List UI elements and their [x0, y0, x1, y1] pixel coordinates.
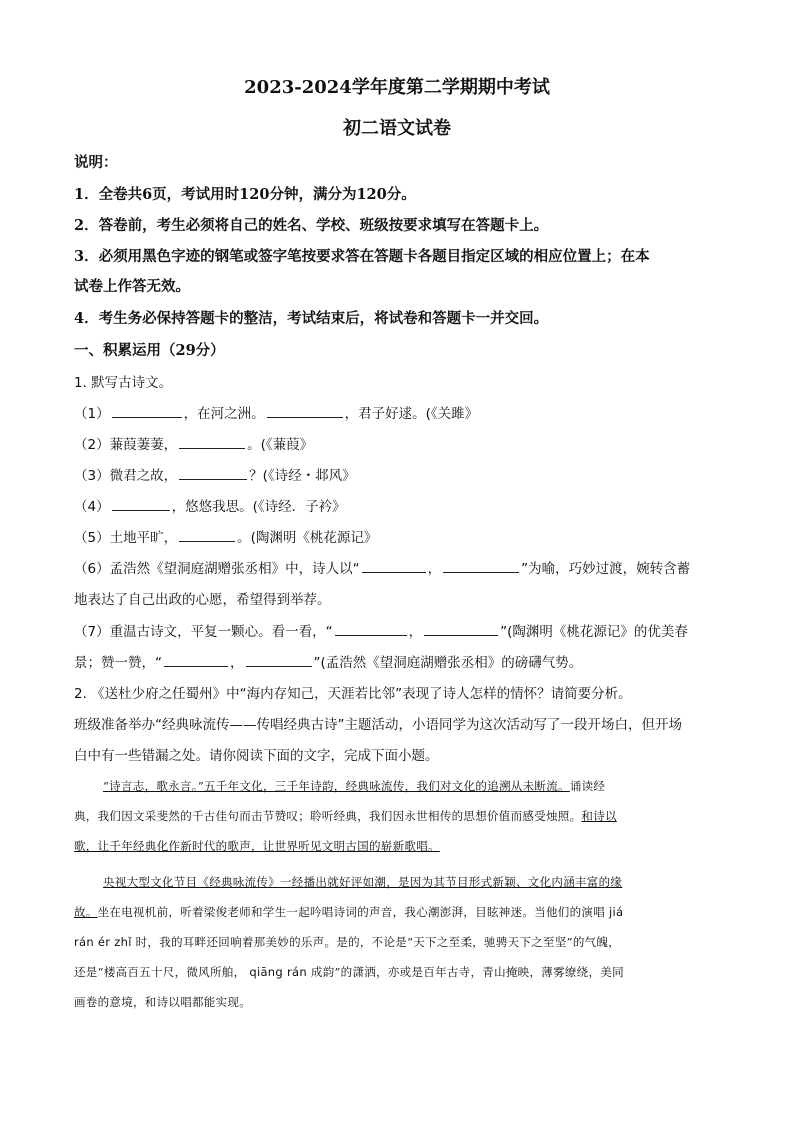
- part-text: ，君子好逑。(《关雎》: [344, 406, 479, 422]
- instruction-item-2: 2．答卷前，考生必须将自己的姓名、学校、班级按要求填写在答题卡上。: [74, 217, 549, 234]
- part-text: ，: [408, 624, 423, 640]
- answer-blank: [112, 496, 170, 511]
- pinyin-text: jiá: [608, 905, 624, 919]
- part-text: ”为喻，巧妙过渡，婉转含蓄: [521, 561, 691, 577]
- passage-p2-line-4: [74, 964, 624, 980]
- answer-blank: [112, 403, 182, 418]
- part-text: 。(《蒹葭》: [247, 437, 314, 453]
- instructions-heading: 说明：: [74, 154, 118, 171]
- part-text: 景；赞一赞，“: [74, 655, 162, 671]
- question-1-part-5: [74, 526, 377, 546]
- answer-blank: [267, 403, 343, 418]
- part-text: （5）土地平旷，: [74, 530, 178, 546]
- passage-p2-line-3: [74, 934, 620, 950]
- question-2-stem: 2. 《送杜少府之任蜀州》中“海内存知己，天涯若比邻”表现了诗人怎样的情怀？请简要分析。: [74, 686, 632, 702]
- underlined-sentence: 故。: [74, 905, 98, 919]
- question-1-part-6: [74, 557, 690, 577]
- part-text: ，悠悠我思。(《诗经．子衿》: [171, 499, 346, 515]
- question-1-part-7-cont: [74, 651, 582, 671]
- part-text: （4）: [74, 499, 110, 515]
- passage-p1-line-2: [74, 808, 617, 824]
- pinyin-text: qiāng rán: [249, 965, 307, 979]
- underlined-sentence: 和诗以: [581, 809, 617, 823]
- question-1-part-1: [74, 402, 478, 422]
- pinyin-text: rán ér zhǐ: [74, 935, 132, 949]
- part-text: （7）重温古诗文，平复一颗心。看一看，“: [74, 624, 333, 640]
- passage-p2-line-1: [103, 874, 622, 890]
- passage-p1-line-3: [74, 838, 440, 854]
- activity-intro-2: 白中有一些错漏之处。请你阅读下面的文字，完成下面小题。: [74, 748, 439, 764]
- part-text: ”(孟浩然《望洞庭湖赠张丞相》的磅礴气势。: [313, 655, 583, 671]
- instruction-item-3-cont: 试卷上作答无效。: [74, 278, 190, 295]
- exam-title: 2023-2024学年度第二学期期中考试: [244, 77, 550, 98]
- answer-blank: [179, 465, 247, 480]
- part-text: ，在河之洲。: [183, 406, 265, 422]
- part-text: ”(陶渊明《桃花源记》的优美春: [500, 624, 688, 640]
- part-text: 。(陶渊明《桃花源记》: [237, 530, 378, 546]
- passage-text: 成韵”的潇洒，亦或是百年古寺，青山掩映，薄雾缭绕，美同: [310, 965, 624, 979]
- passage-p2-line-5: 画卷的意境，和诗以唱都能实现。: [74, 995, 251, 1009]
- question-1-stem: 1. 默写古诗文。: [74, 375, 173, 391]
- part-text: ，: [230, 655, 244, 671]
- part-text: ？(《诗经・邶风》: [249, 468, 356, 484]
- part-text: （3）微君之故，: [74, 468, 178, 484]
- question-1-part-7: [74, 620, 688, 640]
- exam-subtitle: 初二语文试卷: [343, 118, 451, 139]
- passage-p1-line-1: [103, 778, 605, 794]
- part-text: ，: [427, 561, 442, 577]
- answer-blank: [362, 558, 426, 573]
- answer-blank: [246, 652, 312, 667]
- question-1-part-4: [74, 495, 346, 515]
- underlined-sentence: 央视大型文化节目《经典咏流传》一经播出就好评如潮，是因为其节目形式新颖、文化内涵丰富的缘: [103, 875, 623, 889]
- passage-text: 聆听经典，我们因永世相传的思想价值而感受烛照。: [310, 809, 582, 823]
- instruction-item-1: 1．全卷共6页，考试用时120分钟，满分为120分。: [74, 186, 416, 203]
- answer-blank: [179, 434, 245, 449]
- answer-blank: [443, 558, 519, 573]
- question-1-part-3: [74, 464, 356, 484]
- passage-p2-line-2: [74, 904, 623, 920]
- passage-text: 诵读经: [569, 779, 606, 793]
- part-text: （2）蒹葭萋萋，: [74, 437, 178, 453]
- underlined-sentence: “诗言志，歌永言。”五千年文化，三千年诗韵，经典咏流传，我们对文化的追溯从未断流。: [103, 779, 570, 793]
- answer-blank: [164, 652, 228, 667]
- answer-blank: [335, 621, 407, 636]
- answer-blank: [179, 527, 235, 542]
- instruction-item-3: 3．必须用黑色字迹的钢笔或签字笔按要求答在答题卡各题目指定区域的相应位置上；在本: [74, 248, 650, 265]
- answer-blank: [424, 621, 498, 636]
- passage-text: 典，我们因文采斐然的千古佳句而击节赞叹；: [74, 809, 310, 823]
- part-text: （1）: [74, 406, 110, 422]
- section-heading: 一、积累运用（29分）: [74, 342, 225, 359]
- passage-text: 还是“楼高百五十尺，微风所舶，: [74, 965, 246, 979]
- instruction-item-4: 4．考生务必保持答题卡的整洁，考试结束后，将试卷和答题卡一并交回。: [74, 310, 549, 327]
- underlined-sentence: 歌，让千年经典化作新时代的歌声，让世界听见文明古国的崭新歌唱。: [74, 839, 440, 853]
- question-1-part-6-cont: 地表达了自己出政的心愿，希望得到举荐。: [74, 592, 331, 608]
- passage-text: 坐在电视机前，听着梁俊老师和学生一起吟唱诗词的声音，我心潮澎湃，目眩神迷。当他们的演唱: [97, 905, 606, 919]
- part-text: （6）孟浩然《望洞庭湖赠张丞相》中，诗人以“: [74, 561, 360, 577]
- question-1-part-2: [74, 433, 313, 453]
- activity-intro-1: 班级准备举办“经典咏流传——传唱经典古诗”主题活动，小语同学为这次活动写了一段开场白，但开场: [74, 717, 682, 733]
- passage-text: 时，我的耳畔还回响着那美妙的乐声。是的，不论是“天下之至柔，驰骋天下之至坚”的气魄，: [135, 935, 621, 949]
